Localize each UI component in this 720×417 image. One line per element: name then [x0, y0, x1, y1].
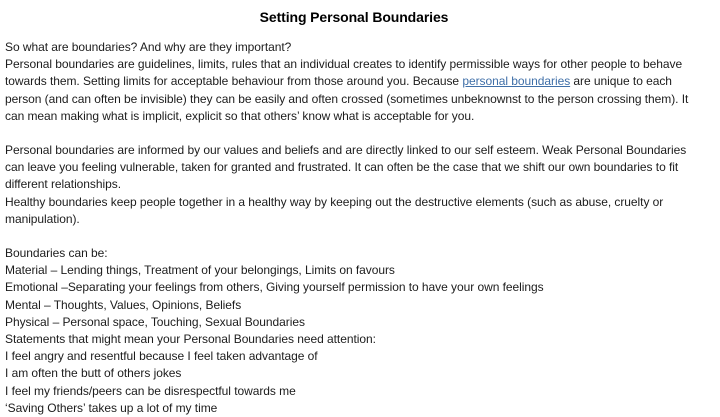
list-item: Material – Lending things, Treatment of your belongings, Limits on favours: [5, 263, 395, 278]
personal-boundaries-link[interactable]: personal boundaries: [462, 74, 571, 89]
intro-question: So what are boundaries? And why are they important?: [5, 40, 292, 54]
list-item: I feel angry and resentful because I feel taken advantage of: [5, 349, 318, 364]
paragraph-one-text-after-link: are unique to each person (and can often be invisible) they can be easily and often crossed (sometimes unbeknownst to the person crossing them). It can mean making what is implicit, explicit so that others’ know what is acceptable for you.: [5, 74, 689, 123]
list-item: I am often the butt of others jokes: [5, 366, 182, 381]
statements-block: [5, 331, 706, 417]
list-item: I feel my friends/peers can be disrespectful towards me: [5, 383, 296, 398]
list-item: ‘Saving Others’ takes up a lot of my time: [5, 400, 218, 415]
paragraph-one: [5, 56, 706, 125]
values-block: [5, 142, 706, 228]
list-item: Mental – Thoughts, Values, Opinions, Beliefs: [5, 297, 242, 312]
intro-block: [5, 39, 706, 125]
boundary-types-block: [5, 245, 706, 331]
document-body: [0, 26, 720, 417]
paragraph-two: Personal boundaries are informed by our values and beliefs and are directly linked to our self esteem. Weak Personal Boundaries can leave you feeling vulnerable, taken for granted and frustrated. It can often be the case that we shift our own boundaries to fit different relationships.: [5, 143, 687, 192]
paragraph-one-text-before-link: Personal boundaries are guidelines, limits, rules that an individual creates to identify permissible ways for other people to behave towards them. Setting limits for acceptable behaviour from those around you. Because: [5, 57, 683, 89]
statements-heading: Statements that might mean your Personal Boundaries need attention:: [5, 332, 376, 347]
paragraph-spacer-two: [5, 228, 706, 245]
page-title: Setting Personal Boundaries: [259, 9, 449, 25]
boundary-types-heading: Boundaries can be:: [5, 246, 108, 261]
paragraph-spacer-one: [5, 125, 706, 142]
list-item: Physical – Personal space, Touching, Sexual Boundaries: [5, 314, 305, 329]
list-item: Emotional –Separating your feelings from others, Giving yourself permission to have your own feelings: [5, 280, 544, 295]
paragraph-three: Healthy boundaries keep people together in a healthy way by keeping out the destructive elements (such as abuse, cruelty or manipulation).: [5, 194, 664, 226]
